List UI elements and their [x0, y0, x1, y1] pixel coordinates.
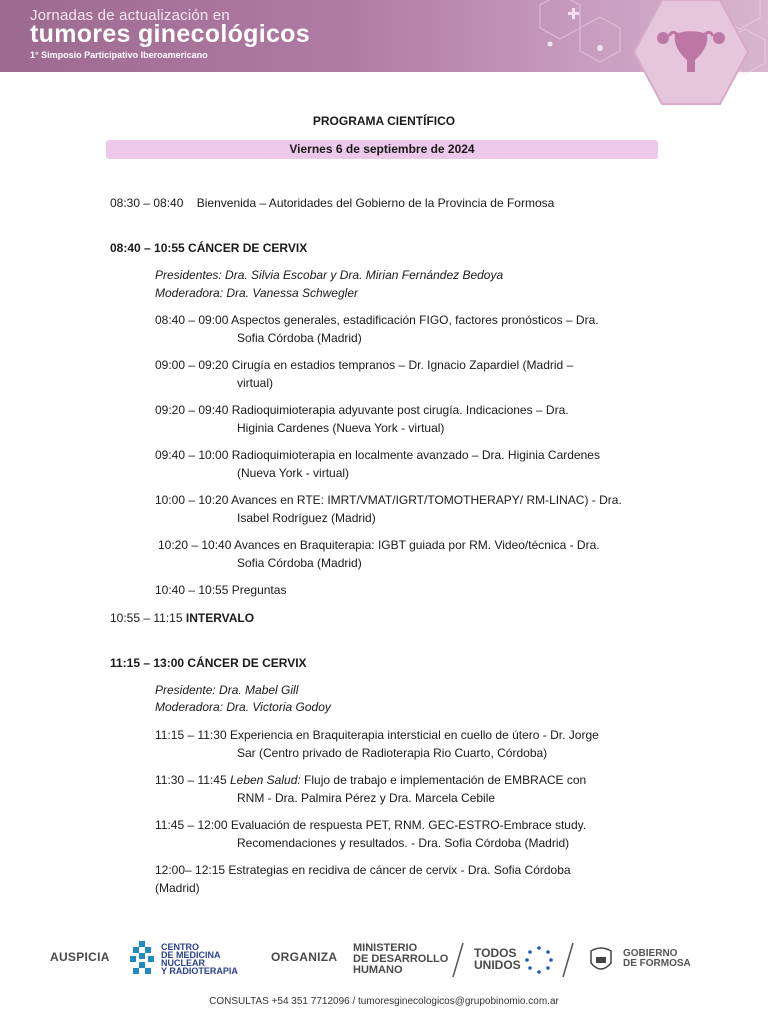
agenda-item-line2: Sar (Centro privado de Radioterapia Rio Cuarto, Córdoba) [237, 745, 548, 760]
sponsor-strip [40, 935, 728, 985]
agenda-item-line2: (Nueva York - virtual) [237, 465, 350, 480]
agenda-item [155, 402, 569, 437]
welcome-text: Bienvenida – Autoridades del Gobierno de la Provincia de Formosa [196, 196, 555, 210]
agenda-item-line1: 08:40 – 09:00 Aspectos generales, estadificación FIGO, factores pronósticos – Dra. [155, 313, 599, 327]
interval-row [110, 610, 254, 628]
agenda-item-line2: (Madrid) [155, 880, 200, 895]
logo-line: CENTRO [161, 942, 199, 952]
agenda-item [155, 817, 586, 852]
agenda-item [155, 492, 622, 527]
gobierno-formosa-logo [623, 949, 691, 969]
item-emphasis: Leben Salud: [229, 773, 301, 787]
agenda-item-line2: Recomendaciones y resultados. - Dra. Sofia Córdoba (Madrid) [237, 835, 570, 850]
date-bar: Viernes 6 de septiembre de 2024 [106, 140, 658, 159]
logo-line: DE DESARROLLO [353, 953, 449, 965]
uterus-hexagon-graphic [520, 0, 768, 110]
agenda-item [155, 312, 599, 347]
agenda-item-line1: 11:15 – 11:30 Experiencia en Braquiterapia intersticial en cuello de útero - Dr. Jorge [155, 728, 599, 742]
logo-line: HUMANO [353, 964, 403, 976]
organiza-label: ORGANIZA [271, 950, 338, 964]
program-title: PROGRAMA CIENTÍFICO [312, 114, 456, 128]
formosa-shield-icon [588, 945, 614, 975]
logo-line: GOBIERNO [623, 948, 678, 959]
logo-line: MINISTERIO [353, 942, 418, 954]
moderator-2: Moderadora: Dra. Victoria Godoy [155, 700, 331, 714]
logo-line: UNIDOS [474, 958, 521, 972]
agenda-item-line1: 12:00– 12:15 Estrategias en recidiva de cáncer de cervix - Dra. Sofia Córdoba [155, 863, 571, 877]
presidents-1: Presidentes: Dra. Silvia Escobar y Dra. Mirian Fernández Bedoya [155, 268, 504, 282]
agenda-item [155, 727, 599, 762]
agenda-item-line2: Isabel Rodríguez (Madrid) [237, 510, 376, 525]
divider-slash [560, 941, 576, 979]
logo-line: DE FORMOSA [623, 958, 691, 969]
agenda-item-line2: virtual) [237, 375, 274, 390]
agenda-item-line1: 10:20 – 10:40 Avances en Braquiterapia: IGBT guiada por RM. Video/técnica - Dra. [158, 538, 600, 552]
consultas-footer: CONSULTAS +54 351 7712096 / tumoresginecologicos@grupobinomio.com.ar [209, 996, 559, 1007]
agenda-item-line2: Higinia Cardenes (Nueva York - virtual) [237, 420, 445, 435]
stars-circle-icon [524, 945, 554, 975]
agenda-item-line1: 09:00 – 09:20 Cirugía en estadios tempranos – Dr. Ignacio Zapardiel (Madrid – [155, 358, 574, 372]
questions-row: 10:40 – 10:55 Preguntas [155, 583, 287, 597]
item-time: 11:30 – 11:45 [155, 773, 227, 787]
president-2: Presidente: Dra. Mabel Gill [155, 683, 299, 697]
agenda-item [155, 772, 586, 807]
interval-time: 10:55 – 11:15 [110, 611, 183, 625]
session-header-1: 08:40 – 10:55 CÁNCER DE CERVIX [110, 241, 308, 255]
interval-label: INTERVALO [185, 611, 255, 625]
agenda-item-line2: Sofia Córdoba (Madrid) [237, 555, 362, 570]
ministerio-logo [353, 943, 448, 976]
logo-line: DE MEDICINA [161, 950, 221, 960]
agenda-item-line2: Sofia Córdoba (Madrid) [237, 330, 362, 345]
item-text: Flujo de trabajo e implementación de EMBRACE con [304, 773, 587, 787]
agenda-item-line1 [155, 772, 586, 790]
logo-line: Y RADIOTERAPIA [161, 966, 238, 976]
auspicia-label: AUSPICIA [50, 950, 110, 964]
moderator-1: Moderadora: Dra. Vanessa Schwegler [155, 286, 358, 300]
logo-line: NUCLEAR [161, 958, 205, 968]
agenda-item [155, 447, 600, 482]
agenda-item-line1: 09:40 – 10:00 Radioquimioterapia en localmente avanzado – Dra. Higinia Cardenes [155, 448, 600, 462]
session-header-2: 11:15 – 13:00 CÁNCER DE CERVIX [110, 656, 307, 670]
divider-slash [450, 941, 466, 979]
agenda-item-line1: 09:20 – 09:40 Radioquimioterapia adyuvante post cirugía. Indicaciones – Dra. [155, 403, 569, 417]
agenda-item [158, 537, 600, 572]
atom-icon [597, 45, 603, 51]
todos-unidos-logo [474, 947, 521, 971]
cmnr-logo-icon [130, 941, 158, 977]
welcome-row [110, 195, 554, 213]
agenda-item-line1: 11:45 – 12:00 Evaluación de respuesta PET, RNM. GEC-ESTRO-Embrace study. [155, 818, 587, 832]
agenda-item [155, 862, 571, 897]
banner-title: tumores ginecológicos [30, 20, 310, 48]
banner-subtitle: Jornadas de actualización en [30, 7, 230, 24]
welcome-time: 08:30 – 08:40 [110, 196, 184, 210]
agenda-item [155, 357, 573, 392]
agenda-item-line2: RNM - Dra. Palmira Pérez y Dra. Marcela Cebile [237, 790, 496, 805]
cmnr-logo-text [161, 943, 238, 975]
agenda-item-line1: 10:00 – 10:20 Avances en RTE: IMRT/VMAT/IGRT/TOMOTHERAPY/ RM-LINAC) - Dra. [155, 493, 622, 507]
banner-tagline: 1° Simposio Participativo Iberoamericano [30, 50, 208, 60]
logo-line: TODOS [474, 946, 517, 960]
